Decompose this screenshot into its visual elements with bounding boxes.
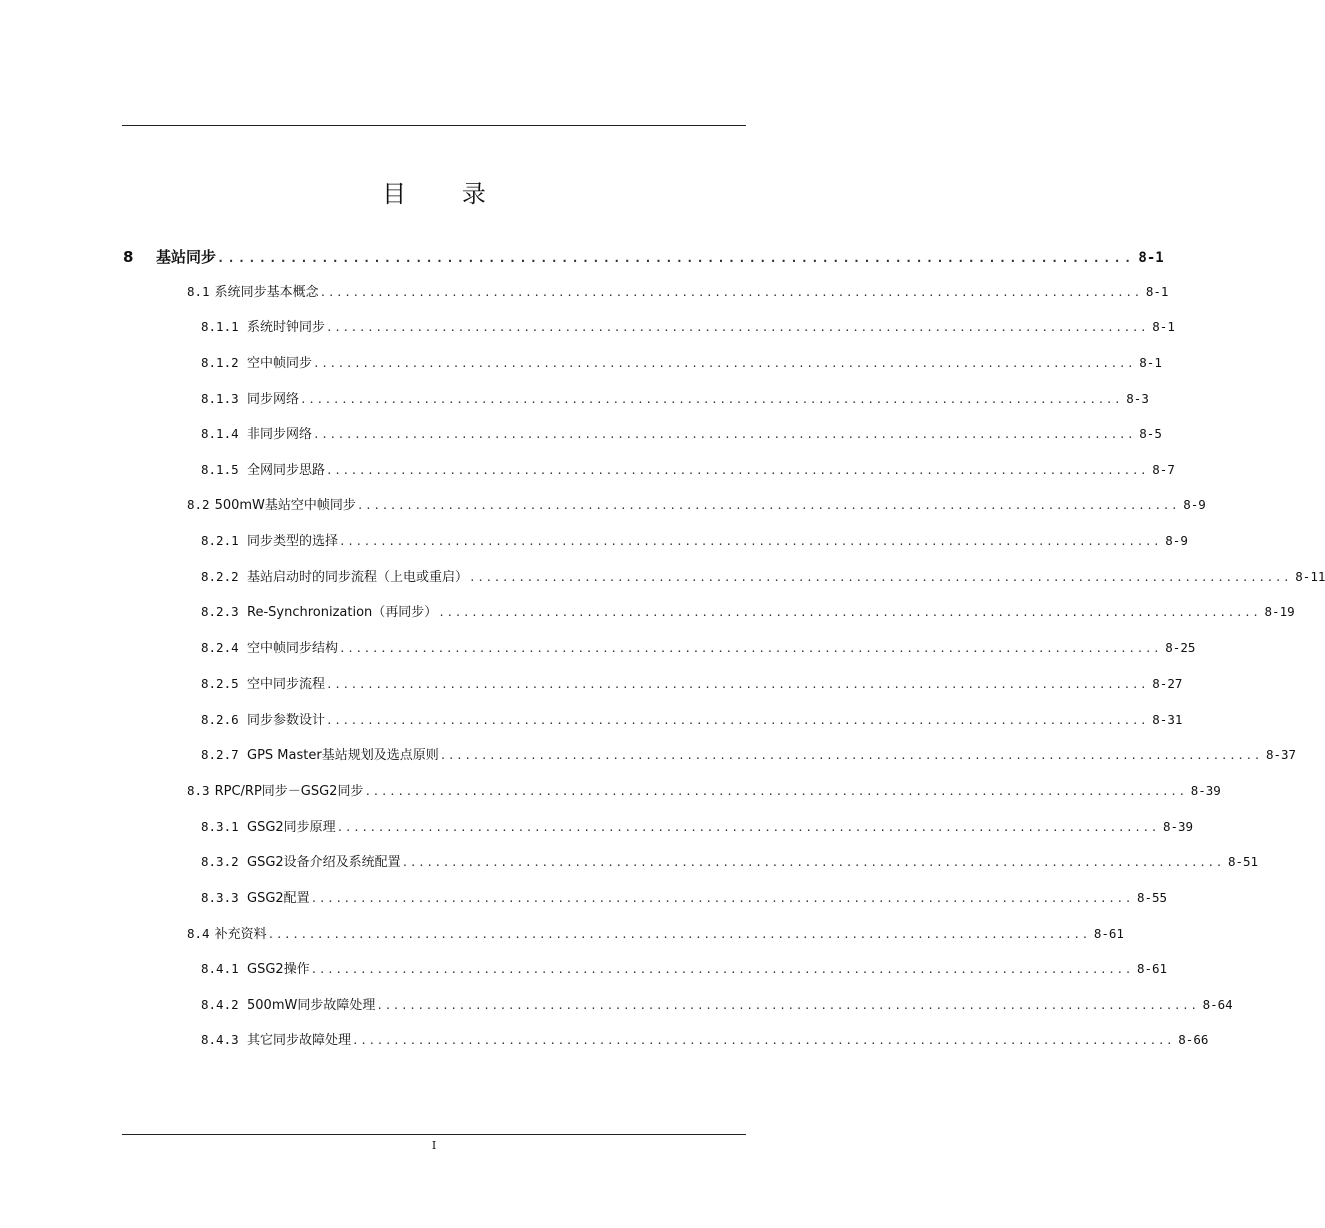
toc-text: 500mW同步故障处理 [247,998,376,1013]
toc-number: 8.2.5 [201,676,239,691]
page-title-char-2: 录 [461,180,486,208]
toc-page: 8-9 [1165,533,1188,548]
toc-entry-8-2-2[interactable] [201,566,1325,585]
toc-leader: .................................................................................................... [313,428,1136,441]
toc-page: 8-1 [1145,284,1169,299]
toc-text: 500mW基站空中帧同步 [214,498,356,513]
toc-page: 8-64 [1202,997,1233,1012]
toc-entry-8-1-2[interactable] [201,352,1162,371]
toc-page: 8-7 [1152,462,1175,477]
toc-entry-8-3-3[interactable] [201,887,1168,906]
toc-leader: .................................................................................................... [401,856,1224,869]
toc-text: 基站同步 [156,248,217,266]
toc-number: 8.2.4 [201,640,239,655]
toc-page: 8-3 [1126,391,1149,406]
toc-entry-8-2-4[interactable] [201,637,1196,656]
toc-number: 8.3.3 [201,890,239,905]
toc-page: 8-39 [1190,783,1221,798]
toc-text: 同步类型的选择 [247,534,339,549]
toc-entry-chapter-8[interactable] [123,246,1164,267]
toc-number: 8.4 [187,926,210,941]
toc-text: 空中同步流程 [247,677,326,692]
toc-number: 8.2.1 [201,533,239,548]
toc-number: 8.4.2 [201,997,239,1012]
toc-page: 8-61 [1136,961,1168,976]
toc-page: 8-1 [1152,319,1175,334]
toc-page: 8-51 [1227,854,1259,869]
toc-leader: .................................................................................................... [267,928,1090,941]
toc-text: 系统时钟同步 [247,320,326,335]
toc-entry-8-1-4[interactable] [201,423,1162,442]
toc-number: 8.1 [187,284,210,299]
toc-page: 8-19 [1264,604,1295,619]
toc-entry-8-2-7[interactable] [201,744,1297,763]
toc-leader: ........................................................................................ [217,251,1135,265]
toc-leader: .................................................................................................... [326,321,1149,334]
toc-number: 8.1.5 [201,462,239,477]
toc-text: GSG2操作 [247,962,310,977]
toc-text: 非同步网络 [247,427,313,442]
toc-leader: .................................................................................................... [356,499,1180,512]
toc-text: GSG2配置 [247,891,310,906]
toc-page: 8-66 [1178,1032,1209,1047]
toc-number: 8.3 [187,783,210,798]
toc-text: GSG2同步原理 [247,820,336,835]
toc-number: 8.3.2 [201,854,239,869]
toc-number: 8.4.3 [201,1032,239,1047]
toc-page: 8-55 [1136,890,1168,905]
toc-page: 8-9 [1183,497,1206,512]
toc-entry-8-4-2[interactable] [201,994,1233,1013]
toc-entry-8-1-5[interactable] [201,459,1175,478]
toc-leader: .................................................................................................... [326,714,1149,727]
toc-number: 8 [123,248,134,266]
toc-page: 8-61 [1093,926,1124,941]
toc-leader: .................................................................................................... [313,357,1136,370]
toc-leader: .................................................................................................... [376,999,1199,1012]
toc-page: 8-5 [1139,426,1162,441]
toc-leader: .................................................................................................... [352,1034,1175,1047]
toc-leader: .................................................................................................... [469,571,1292,584]
toc-leader: .................................................................................................... [364,785,1187,798]
toc-text: 空中帧同步 [247,356,313,371]
page-title-char-1: 目 [382,180,407,208]
toc-number: 8.2.7 [201,747,239,762]
toc-text: 基站启动时的同步流程（上电或重启） [247,570,469,585]
toc-number: 8.1.4 [201,426,239,441]
toc-number: 8.1.3 [201,391,239,406]
toc-leader: .................................................................................................... [310,963,1133,976]
toc-number: 8.1.1 [201,319,239,334]
toc-text: 补充资料 [214,927,267,942]
toc-page: 8-37 [1265,747,1297,762]
toc-entry-8-4-1[interactable] [201,958,1168,977]
toc-page: 8-1 [1139,355,1162,370]
toc-entry-8-1-1[interactable] [201,316,1175,335]
toc-page: 8-27 [1152,676,1183,691]
toc-text: 空中帧同步结构 [247,641,339,656]
toc-number: 8.2.6 [201,712,239,727]
toc-leader: .................................................................................................... [439,749,1262,762]
toc-number: 8.2.3 [201,604,239,619]
toc-entry-8-3[interactable] [187,780,1221,799]
toc-text: 系统同步基本概念 [214,285,319,300]
toc-text: GPS Master基站规划及选点原则 [247,748,439,763]
toc-page: 8-11 [1295,569,1325,584]
toc-number: 8.2.2 [201,569,239,584]
toc-entry-8-3-2[interactable] [201,851,1259,870]
footer-page-number: I [431,1139,437,1152]
toc-leader: .................................................................................................... [326,678,1149,691]
toc-leader: .................................................................................................... [319,286,1142,299]
toc-number: 8.4.1 [201,961,239,976]
toc-leader: .................................................................................................... [339,642,1162,655]
toc-leader: .................................................................................................... [326,464,1149,477]
toc-leader: .................................................................................................... [310,892,1133,905]
toc-number: 8.3.1 [201,819,239,834]
toc-text: 同步网络 [247,392,300,407]
toc-entry-8-2[interactable] [187,494,1206,513]
footer-rule [122,1134,746,1135]
toc-page: 8-31 [1152,712,1183,727]
header-rule [122,125,746,126]
toc-number: 8.2 [187,497,210,512]
toc-page: 8-25 [1165,640,1196,655]
toc-entry-8-3-1[interactable] [201,816,1194,835]
toc-text: GSG2设备介绍及系统配置 [247,855,401,870]
page-title [0,174,868,209]
toc-entry-8-1[interactable] [187,281,1169,300]
toc-entry-8-2-6[interactable] [201,709,1183,728]
toc-leader: .................................................................................................... [438,606,1261,619]
toc-entry-8-2-3[interactable] [201,601,1295,620]
toc-text: 同步参数设计 [247,713,326,728]
toc-entry-8-2-1[interactable] [201,530,1188,549]
toc-page: 8-1 [1138,250,1164,266]
toc-leader: .................................................................................................... [336,821,1159,834]
toc-leader: .................................................................................................... [300,393,1123,406]
toc-entry-8-1-3[interactable] [201,388,1149,407]
toc-leader: .................................................................................................... [339,535,1162,548]
toc-text: 其它同步故障处理 [247,1033,352,1048]
toc-text: Re-Synchronization（再同步） [247,605,438,620]
toc-entry-8-4[interactable] [187,923,1124,942]
toc-number: 8.1.2 [201,355,239,370]
toc-entry-8-2-5[interactable] [201,673,1183,692]
toc-page: 8-39 [1162,819,1194,834]
toc-text: 全网同步思路 [247,463,326,478]
toc-text: RPC/RP同步－GSG2同步 [214,784,364,799]
toc-entry-8-4-3[interactable] [201,1029,1209,1048]
